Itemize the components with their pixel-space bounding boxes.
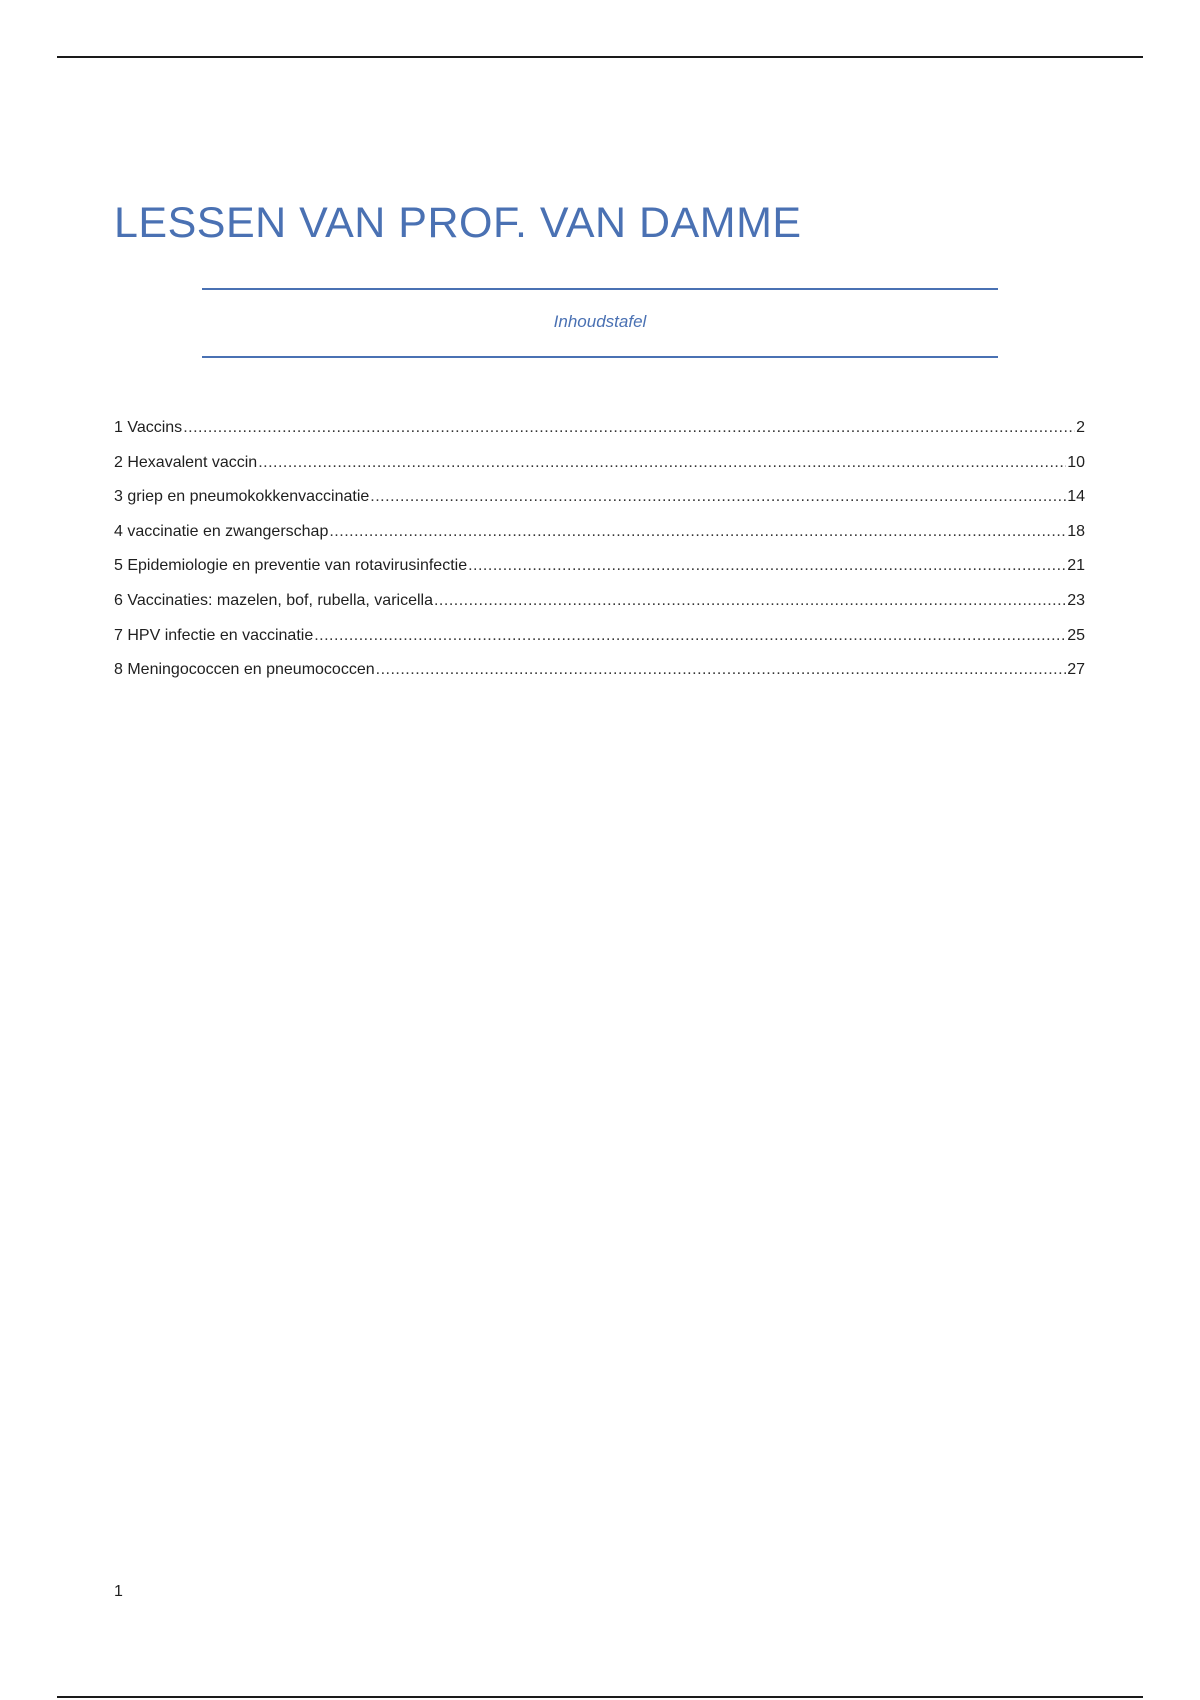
toc-entry-label: 8 Meningococcen en pneumococcen <box>114 661 375 679</box>
page-top-border <box>57 56 1143 58</box>
toc-entry-label: 5 Epidemiologie en preventie van rotavirusinfectie <box>114 557 468 575</box>
toc-entry-griep-pneumokokken[interactable] <box>114 485 1085 520</box>
toc-entry-page: 27 <box>1067 661 1085 679</box>
document-title: LESSEN VAN PROF. VAN DAMME <box>114 199 802 247</box>
toc-entry-label: 6 Vaccinaties: mazelen, bof, rubella, varicella <box>114 591 433 609</box>
toc-entry-label: 2 Hexavalent vaccin <box>114 453 258 471</box>
toc-entry-page: 23 <box>1067 591 1085 609</box>
toc-entry-page: 21 <box>1067 557 1085 575</box>
toc-entry-hpv[interactable] <box>114 624 1085 659</box>
toc-dot-leader <box>370 485 1066 509</box>
toc-dot-leader <box>183 416 1075 440</box>
page-number: 1 <box>114 1583 123 1600</box>
toc-entry-hexavalent-vaccin[interactable] <box>114 451 1085 486</box>
toc-dot-leader <box>376 658 1067 682</box>
toc-entry-label: 4 vaccinatie en zwangerschap <box>114 522 329 540</box>
toc-entry-label: 7 HPV infectie en vaccinatie <box>114 626 314 644</box>
table-of-contents <box>114 416 1085 693</box>
toc-dot-leader <box>329 520 1066 544</box>
toc-entry-vaccinatie-zwangerschap[interactable] <box>114 520 1085 555</box>
toc-dot-leader <box>258 451 1066 475</box>
toc-entry-meningococcen-pneumococcen[interactable] <box>114 658 1085 693</box>
toc-entry-rotavirusinfectie[interactable] <box>114 554 1085 589</box>
toc-heading: Inhoudstafel <box>553 312 647 331</box>
toc-entry-page: 10 <box>1067 453 1085 471</box>
toc-entry-page: 18 <box>1067 522 1085 540</box>
toc-dot-leader <box>468 554 1066 578</box>
toc-heading-block <box>202 288 998 358</box>
toc-entry-label: 1 Vaccins <box>114 419 183 436</box>
toc-entry-page: 25 <box>1067 626 1085 644</box>
toc-entry-label: 3 griep en pneumokokkenvaccinatie <box>114 488 370 506</box>
toc-entry-mazelen-bof-rubella-varicella[interactable] <box>114 589 1085 624</box>
page-bottom-border <box>57 1696 1143 1698</box>
toc-entry-vaccins[interactable] <box>114 416 1085 451</box>
toc-entry-page: 2 <box>1076 419 1085 436</box>
toc-entry-page: 14 <box>1067 488 1085 506</box>
toc-dot-leader <box>434 589 1066 613</box>
toc-dot-leader <box>314 624 1066 648</box>
